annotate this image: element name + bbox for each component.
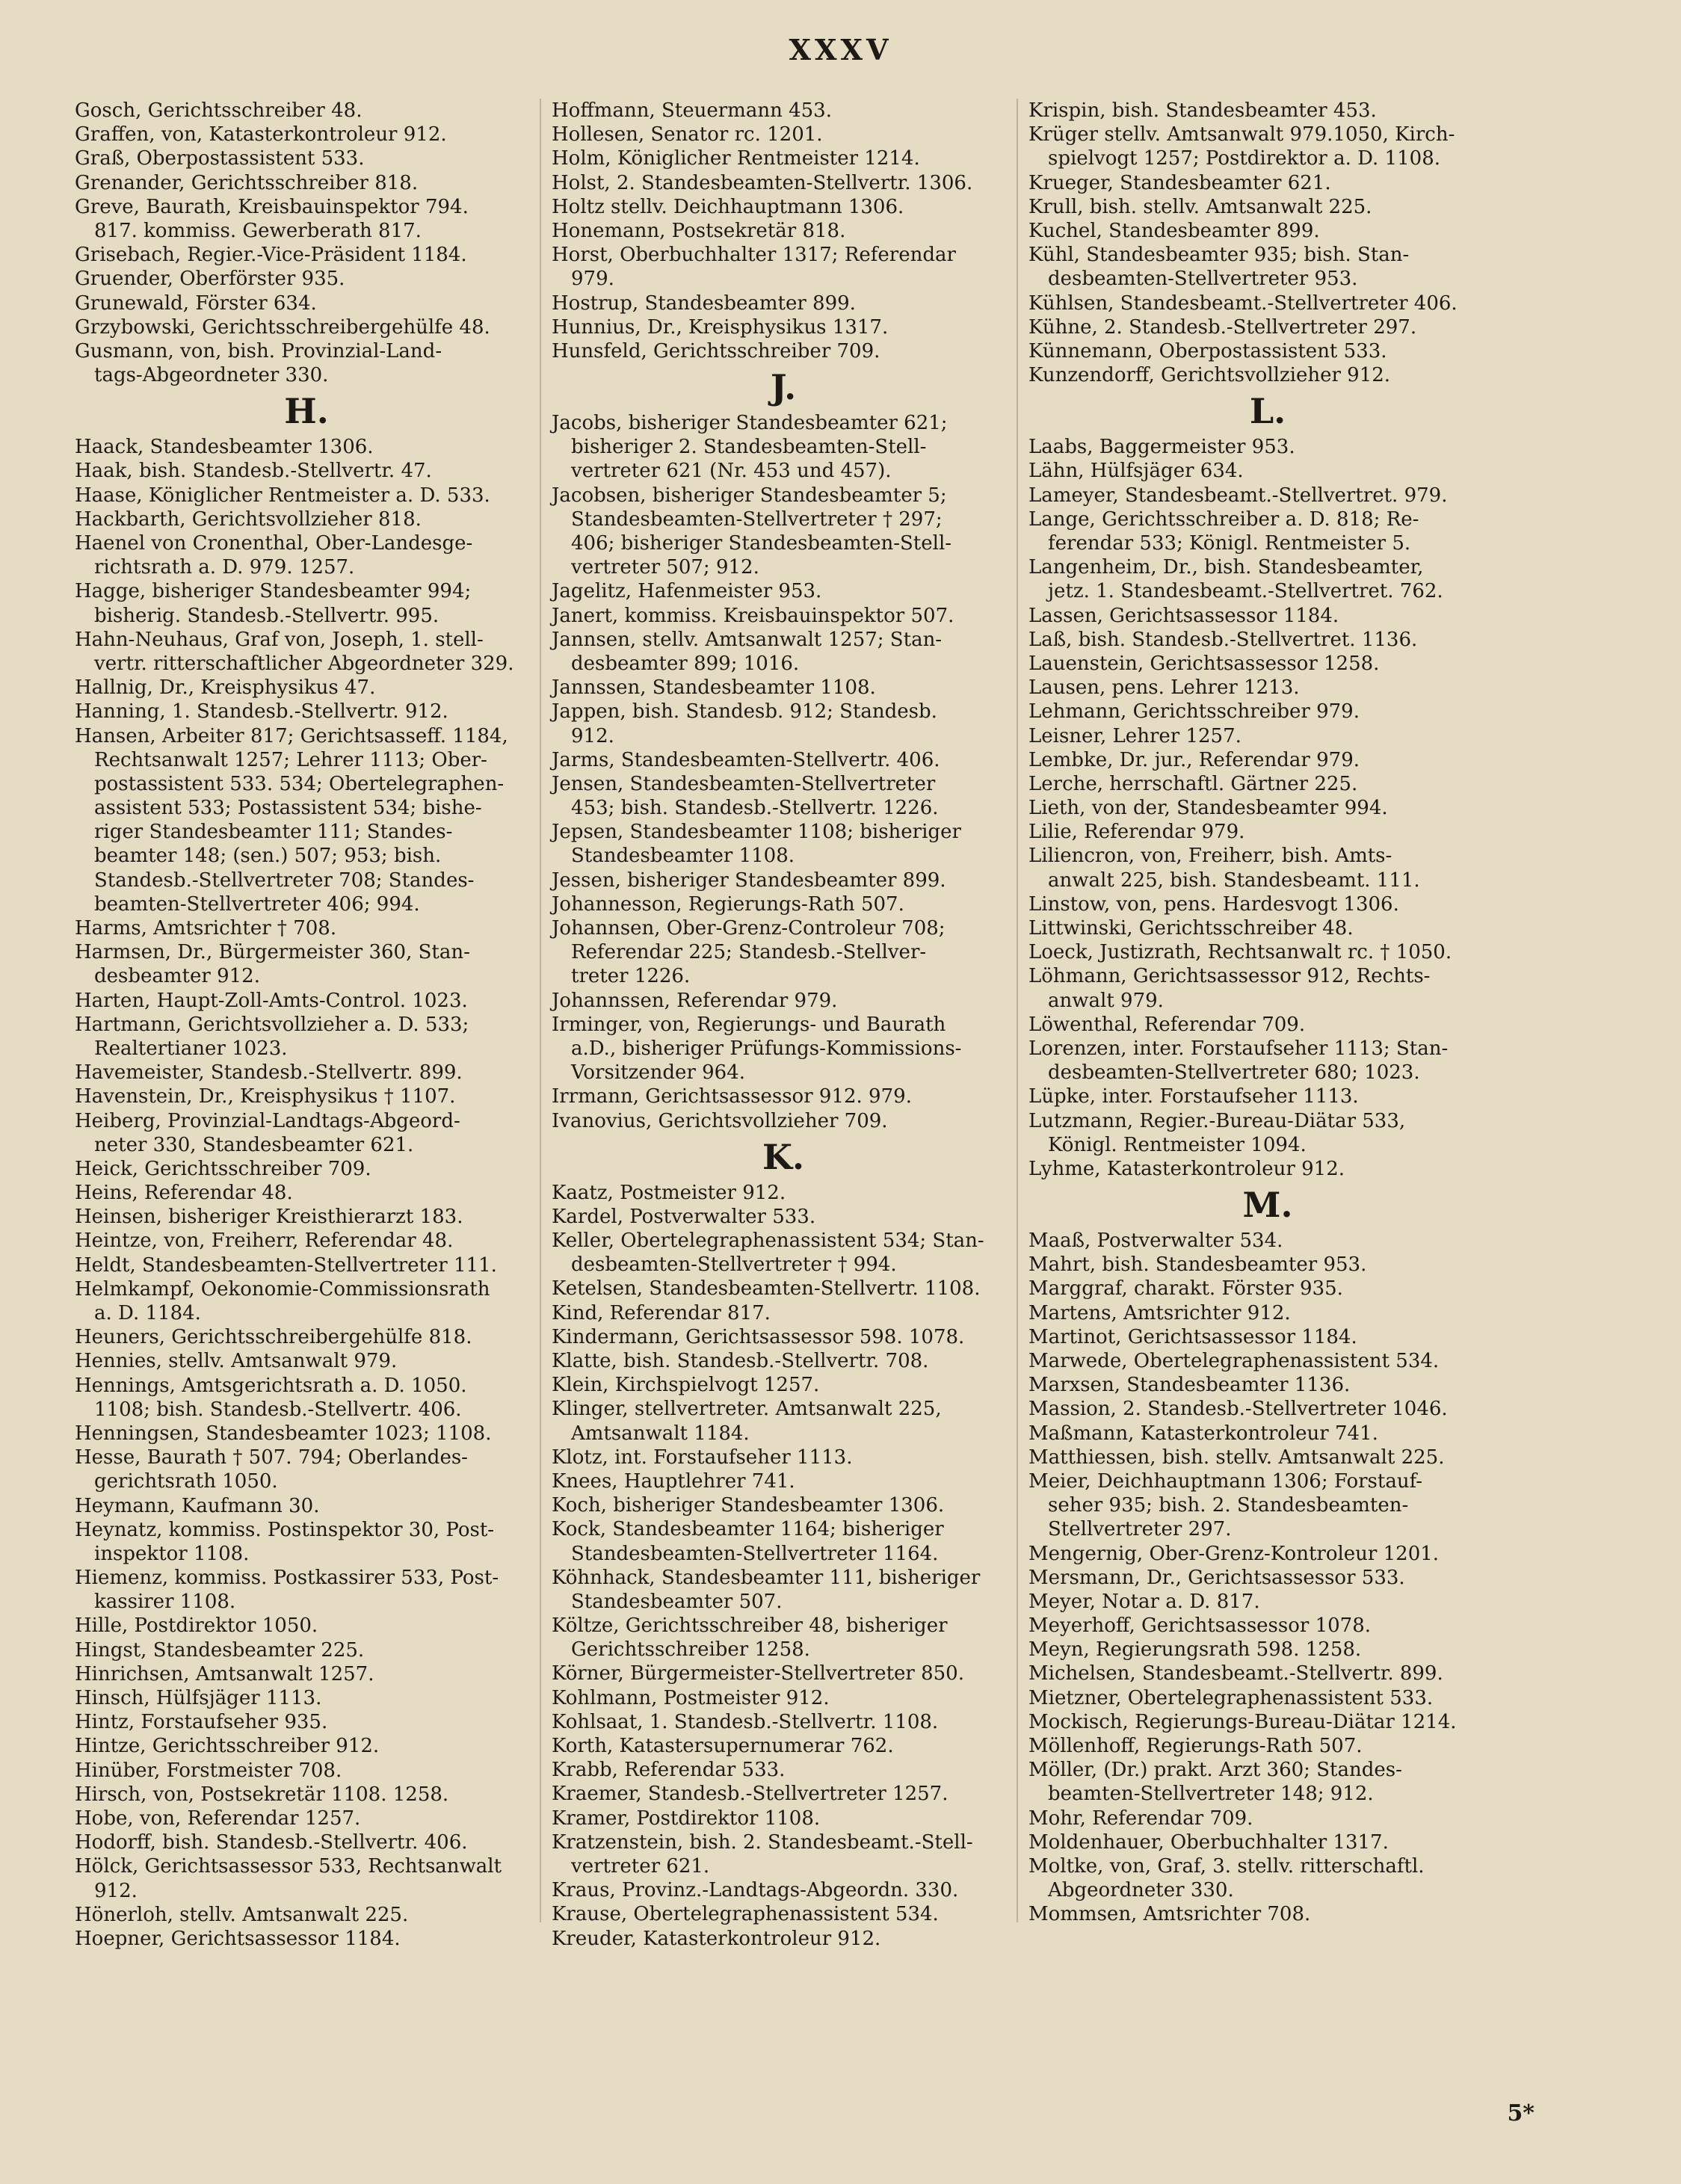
index-entry: Marggraf, charakt. Förster 935. <box>1028 1277 1343 1301</box>
index-entry: Helmkampf, Oekonomie-Commissionsrath <box>75 1277 490 1301</box>
entry-continuation: Stellvertreter 297. <box>1048 1518 1232 1541</box>
index-entry: Johannssen, Referendar 979. <box>552 989 838 1012</box>
index-entry: Kock, Standesbeamter 1164; bisheriger <box>552 1518 944 1541</box>
index-entry: Honemann, Postsekretär 818. <box>552 219 846 242</box>
index-entry: Meier, Deichhauptmann 1306; Forstauf- <box>1028 1469 1423 1493</box>
letter-heading: H. <box>284 391 329 432</box>
index-entry: Mommsen, Amtsrichter 708. <box>1028 1903 1311 1926</box>
index-entry: Heick, Gerichtsschreiber 709. <box>75 1157 371 1180</box>
index-entry: Löwenthal, Referendar 709. <box>1028 1013 1306 1036</box>
index-entry: Grzybowski, Gerichtsschreibergehülfe 48. <box>75 315 490 339</box>
index-entry: Langenheim, Dr., bish. Standesbeamter, <box>1028 556 1424 579</box>
letter-heading: K. <box>762 1136 804 1177</box>
entry-continuation: Realtertianer 1023. <box>94 1037 288 1060</box>
index-entry: Laabs, Baggermeister 953. <box>1028 436 1295 459</box>
index-entry: Kunzendorff, Gerichtsvollzieher 912. <box>1028 364 1391 387</box>
entry-continuation: jetz. 1. Standesbeamt.-Stellvertret. 762. <box>1048 580 1443 603</box>
index-entry: Hunsfeld, Gerichtsschreiber 709. <box>552 339 880 363</box>
index-entry: Liliencron, von, Freiherr, bish. Amts- <box>1028 845 1392 868</box>
index-entry: Lembke, Dr. jur., Referendar 979. <box>1028 748 1360 771</box>
index-entry: Holtz stellv. Deichhauptmann 1306. <box>552 195 904 218</box>
index-column-2 <box>552 99 1015 1951</box>
index-entry: Möller, (Dr.) prakt. Arzt 360; Standes- <box>1028 1759 1402 1782</box>
index-entry: Horst, Oberbuchhalter 1317; Referendar <box>552 244 956 267</box>
index-entry: Ketelsen, Standesbeamten-Stellvertr. 1108. <box>552 1277 981 1301</box>
entry-continuation: Standesbeamter 507. <box>571 1590 783 1613</box>
index-entry: Grisebach, Regier.-Vice-Präsident 1184. <box>75 244 467 267</box>
index-entry: Ivanovius, Gerichtsvollzieher 709. <box>552 1109 888 1132</box>
index-entry: Mahrt, bish. Standesbeamter 953. <box>1028 1253 1367 1277</box>
index-entry: Havemeister, Standesb.-Stellvertr. 899. <box>75 1061 463 1085</box>
index-entry: Kohlsaat, 1. Standesb.-Stellvertr. 1108. <box>552 1710 939 1733</box>
entry-continuation: 912. <box>571 724 614 747</box>
index-entry: Hintze, Gerichtsschreiber 912. <box>75 1735 380 1758</box>
entry-continuation: Amtsanwalt 1184. <box>571 1422 750 1445</box>
index-entry: Haak, bish. Standesb.-Stellvertr. 47. <box>75 460 432 483</box>
index-entry: Kraemer, Standesb.-Stellvertreter 1257. <box>552 1783 949 1806</box>
index-entry: Klotz, int. Forstaufseher 1113. <box>552 1446 853 1469</box>
index-entry: Maaß, Postverwalter 534. <box>1028 1230 1283 1253</box>
index-entry: Kühlsen, Standesbeamt.-Stellvertreter 406. <box>1028 291 1458 315</box>
index-entry: Leisner, Lehrer 1257. <box>1028 724 1242 747</box>
index-entry: Jappen, bish. Standesb. 912; Standesb. <box>552 700 937 724</box>
index-entry: Grenander, Gerichtsschreiber 818. <box>75 171 419 194</box>
entry-continuation: vertreter 507; 912. <box>571 556 759 579</box>
entry-continuation: 1108; bish. Standesb.-Stellvertr. 406. <box>94 1398 462 1421</box>
index-entry: Hinüber, Forstmeister 708. <box>75 1759 342 1782</box>
index-entry: Krabb, Referendar 533. <box>552 1759 786 1782</box>
index-entry: Möllenhoff, Regierungs-Rath 507. <box>1028 1735 1363 1757</box>
index-entry: Gosch, Gerichtsschreiber 48. <box>75 99 363 122</box>
index-entry: Krüger stellv. Amtsanwalt 979.1050, Kirch- <box>1028 123 1455 146</box>
index-entry: Körner, Bürgermeister-Stellvertreter 850. <box>552 1662 964 1685</box>
index-entry: Littwinski, Gerichtsschreiber 48. <box>1028 917 1354 940</box>
entry-continuation: desbeamten-Stellvertreter 680; 1023. <box>1048 1061 1420 1085</box>
index-entry: Lutzmann, Regier.-Bureau-Diätar 533, <box>1028 1109 1406 1132</box>
index-entry: Hiemenz, kommiss. Postkassirer 533, Post- <box>75 1567 499 1590</box>
index-entry: Matthiessen, bish. stellv. Amtsanwalt 225. <box>1028 1446 1445 1469</box>
column-rule <box>540 99 541 1922</box>
entry-continuation: neter 330, Standesbeamter 621. <box>94 1133 414 1156</box>
entry-continuation: ferendar 533; Königl. Rentmeister 5. <box>1048 532 1411 555</box>
index-entry: Lausen, pens. Lehrer 1213. <box>1028 676 1300 700</box>
index-entry: Harten, Haupt-Zoll-Amts-Control. 1023. <box>75 989 468 1012</box>
index-entry: Graffen, von, Katasterkontroleur 912. <box>75 123 447 146</box>
index-entry: Hackbarth, Gerichtsvollzieher 818. <box>75 508 422 531</box>
index-entry: Löhmann, Gerichtsassessor 912, Rechts- <box>1028 965 1431 988</box>
entry-continuation: Referendar 225; Standesb.-Stellver- <box>571 941 927 964</box>
entry-continuation: beamter 148; (sen.) 507; 953; bish. <box>94 845 442 868</box>
index-entry: Lange, Gerichtsschreiber a. D. 818; Re- <box>1028 508 1419 531</box>
entry-continuation: tags-Abgeordneter 330. <box>94 364 329 387</box>
index-entry: Moldenhauer, Oberbuchhalter 1317. <box>1028 1830 1389 1854</box>
index-entry: Holm, Königlicher Rentmeister 1214. <box>552 147 920 170</box>
entry-continuation: Vorsitzender 964. <box>571 1061 746 1085</box>
letter-heading: J. <box>770 367 797 408</box>
index-entry: Költze, Gerichtsschreiber 48, bisheriger <box>552 1614 948 1638</box>
index-entry: Hingst, Standesbeamter 225. <box>75 1638 365 1662</box>
entry-continuation: Königl. Rentmeister 1094. <box>1048 1133 1307 1156</box>
entry-continuation: vertreter 621 (Nr. 453 und 457). <box>571 460 892 483</box>
index-entry: Heldt, Standesbeamten-Stellvertreter 111. <box>75 1253 497 1277</box>
index-entry: Kramer, Postdirektor 1108. <box>552 1807 821 1830</box>
index-entry: Lehmann, Gerichtsschreiber 979. <box>1028 700 1360 724</box>
index-entry: Laß, bish. Standesb.-Stellvertret. 1136. <box>1028 628 1418 651</box>
index-entry: Heynatz, kommiss. Postinspektor 30, Post- <box>75 1518 495 1541</box>
index-entry: Johannesson, Regierungs-Rath 507. <box>552 892 904 916</box>
entry-continuation: anwalt 225, bish. Standesbeamt. 111. <box>1048 869 1420 892</box>
index-entry: Hunnius, Dr., Kreisphysikus 1317. <box>552 315 889 339</box>
index-entry: Gruender, Oberförster 935. <box>75 268 345 291</box>
index-entry: Hille, Postdirektor 1050. <box>75 1614 318 1638</box>
entry-continuation: postassistent 533. 534; Obertelegraphen- <box>94 772 505 795</box>
index-entry: Kaatz, Postmeister 912. <box>552 1181 786 1204</box>
index-entry: Moltke, von, Graf, 3. stellv. ritterschaftl. <box>1028 1854 1425 1878</box>
index-entry: Heintze, von, Freiherr, Referendar 48. <box>75 1230 454 1253</box>
page-number: XXXV <box>789 33 892 67</box>
index-entry: Jepsen, Standesbeamter 1108; bisheriger <box>552 821 961 844</box>
index-entry: Haenel von Cronenthal, Ober-Landesge- <box>75 532 473 555</box>
entry-continuation: Standesbeamter 1108. <box>571 845 795 868</box>
index-entry: Meyn, Regierungsrath 598. 1258. <box>1028 1638 1362 1662</box>
entry-continuation: riger Standesbeamter 111; Standes- <box>94 821 453 844</box>
index-entry: Künnemann, Oberpostassistent 533. <box>1028 339 1387 363</box>
entry-continuation: bisherig. Standesb.-Stellvertr. 995. <box>94 604 439 627</box>
index-entry: Johannsen, Ober-Grenz-Controleur 708; <box>552 917 946 940</box>
index-entry: Heuners, Gerichtsschreibergehülfe 818. <box>75 1326 472 1349</box>
index-entry: Kind, Referendar 817. <box>552 1301 771 1324</box>
index-entry: Gusmann, von, bish. Provinzial-Land- <box>75 339 442 363</box>
index-entry: Lameyer, Standesbeamt.-Stellvertret. 979. <box>1028 484 1448 507</box>
index-entry: Mietzner, Obertelegraphenassistent 533. <box>1028 1686 1434 1709</box>
index-entry: Hennies, stellv. Amtsanwalt 979. <box>75 1350 398 1373</box>
index-entry: Kardel, Postverwalter 533. <box>552 1205 816 1228</box>
entry-continuation: Gerichtsschreiber 1258. <box>571 1638 810 1662</box>
index-entry: Jannssen, Standesbeamter 1108. <box>552 676 876 700</box>
entry-continuation: 979. <box>571 268 614 291</box>
index-entry: Mockisch, Regierungs-Bureau-Diätar 1214. <box>1028 1710 1457 1733</box>
entry-continuation: gerichtsrath 1050. <box>94 1470 278 1493</box>
index-entry: Mengernig, Ober-Grenz-Kontroleur 1201. <box>1028 1542 1440 1565</box>
entry-continuation: seher 935; bish. 2. Standesbeamten- <box>1048 1494 1409 1517</box>
entry-continuation: Standesb.-Stellvertreter 708; Standes- <box>94 869 475 892</box>
index-entry: Meyerhoff, Gerichtsassessor 1078. <box>1028 1614 1372 1638</box>
index-entry: Hobe, von, Referendar 1257. <box>75 1807 361 1830</box>
index-entry: Lilie, Referendar 979. <box>1028 821 1245 844</box>
column-rule <box>1017 99 1018 1922</box>
index-entry: Lerche, herrschaftl. Gärtner 225. <box>1028 772 1358 795</box>
index-entry: Kuchel, Standesbeamter 899. <box>1028 219 1320 242</box>
index-entry: Jensen, Standesbeamten-Stellvertreter <box>552 772 936 795</box>
entry-continuation: spielvogt 1257; Postdirektor a. D. 1108. <box>1048 147 1441 170</box>
entry-continuation: desbeamten-Stellvertreter † 994. <box>571 1253 897 1277</box>
entry-continuation: a.D., bisheriger Prüfungs-Kommissions- <box>571 1037 962 1060</box>
index-entry: Kreuder, Katasterkontroleur 912. <box>552 1927 881 1950</box>
entry-continuation: Rechtsanwalt 1257; Lehrer 1113; Ober- <box>94 748 487 771</box>
index-entry: Koch, bisheriger Standesbeamter 1306. <box>552 1494 945 1517</box>
entry-continuation: inspektor 1108. <box>94 1542 250 1565</box>
index-entry: Mersmann, Dr., Gerichtsassessor 533. <box>1028 1566 1405 1589</box>
letter-heading: L. <box>1249 391 1286 432</box>
index-entry: Hahn-Neuhaus, Graf von, Joseph, 1. stell- <box>75 628 484 651</box>
entry-continuation: Abgeordneter 330. <box>1048 1879 1234 1902</box>
index-entry: Hintz, Forstaufseher 935. <box>75 1711 328 1734</box>
index-entry: Irminger, von, Regierungs- und Baurath <box>552 1013 946 1036</box>
index-entry: Henningsen, Standesbeamter 1023; 1108. <box>75 1422 492 1445</box>
index-entry: Jessen, bisheriger Standesbeamter 899. <box>552 869 946 892</box>
entry-continuation: 912. <box>94 1879 138 1902</box>
index-entry: Hesse, Baurath † 507. 794; Oberlandes- <box>75 1446 468 1469</box>
entry-continuation: vertr. ritterschaftlicher Abgeordneter 329. <box>94 652 514 675</box>
index-entry: Heins, Referendar 48. <box>75 1182 293 1205</box>
index-entry: Haack, Standesbeamter 1306. <box>75 436 374 459</box>
index-entry: Haase, Königlicher Rentmeister a. D. 533. <box>75 484 490 507</box>
index-entry: Kraus, Provinz.-Landtags-Abgeordn. 330. <box>552 1879 959 1902</box>
index-entry: Krause, Obertelegraphenassistent 534. <box>552 1903 939 1926</box>
index-entry: Mohr, Referendar 709. <box>1028 1807 1253 1830</box>
index-entry: Kühl, Standesbeamter 935; bish. Stan- <box>1028 244 1410 267</box>
entry-continuation: beamten-Stellvertreter 406; 994. <box>94 892 420 916</box>
index-entry: Hanning, 1. Standesb.-Stellvertr. 912. <box>75 700 448 724</box>
index-entry: Graß, Oberpostassistent 533. <box>75 147 365 170</box>
entry-continuation: 406; bisheriger Standesbeamten-Stell- <box>571 532 952 555</box>
index-entry: Greve, Baurath, Kreisbauinspektor 794. <box>75 195 469 218</box>
index-entry: Jagelitz, Hafenmeister 953. <box>552 580 822 603</box>
entry-continuation: desbeamter 899; 1016. <box>571 652 800 675</box>
entry-continuation: Standesbeamten-Stellvertreter 1164. <box>571 1542 939 1565</box>
index-entry: Kindermann, Gerichtsassessor 598. 1078. <box>552 1325 965 1348</box>
entry-continuation: a. D. 1184. <box>94 1302 201 1324</box>
index-entry: Hinrichsen, Amtsanwalt 1257. <box>75 1662 374 1685</box>
index-entry: Marxsen, Standesbeamter 1136. <box>1028 1374 1351 1397</box>
index-entry: Hennings, Amtsgerichtsrath a. D. 1050. <box>75 1374 467 1397</box>
index-entry: Köhnhack, Standesbeamter 111, bisheriger <box>552 1566 981 1589</box>
index-entry: Korth, Katastersupernumerar 762. <box>552 1735 894 1757</box>
entry-continuation: Standesbeamten-Stellvertreter † 297; <box>571 508 943 531</box>
index-entry: Hostrup, Standesbeamter 899. <box>552 291 856 315</box>
entry-continuation: vertreter 621. <box>571 1854 710 1878</box>
index-entry: Hallnig, Dr., Kreisphysikus 47. <box>75 676 376 700</box>
index-entry: Jannsen, stellv. Amtsanwalt 1257; Stan- <box>552 628 943 651</box>
index-entry: Hansen, Arbeiter 817; Gerichtsasseff. 1184, <box>75 724 508 747</box>
index-entry: Klatte, bish. Standesb.-Stellvertr. 708. <box>552 1350 929 1372</box>
index-entry: Jarms, Standesbeamten-Stellvertr. 406. <box>552 748 940 771</box>
index-entry: Lieth, von der, Standesbeamter 994. <box>1028 797 1388 820</box>
index-entry: Hinsch, Hülfsjäger 1113. <box>75 1687 322 1709</box>
entry-continuation: richtsrath a. D. 979. 1257. <box>94 556 355 579</box>
index-entry: Kühne, 2. Standesb.-Stellvertreter 297. <box>1028 315 1417 339</box>
index-entry: Harmsen, Dr., Bürgermeister 360, Stan- <box>75 941 470 964</box>
entry-continuation: treter 1226. <box>571 965 691 988</box>
index-entry: Lüpke, inter. Forstaufseher 1113. <box>1028 1085 1359 1108</box>
index-entry: Hartmann, Gerichtsvollzieher a. D. 533; <box>75 1013 469 1036</box>
index-entry: Krueger, Standesbeamter 621. <box>1028 171 1331 194</box>
index-entry: Harms, Amtsrichter † 708. <box>75 917 337 940</box>
index-entry: Irrmann, Gerichtsassessor 912. 979. <box>552 1085 912 1108</box>
index-entry: Michelsen, Standesbeamt.-Stellvertr. 899. <box>1028 1662 1443 1685</box>
sheet-signature: 5* <box>1507 2100 1535 2126</box>
entry-continuation: bisheriger 2. Standesbeamten-Stell- <box>571 436 927 459</box>
index-entry: Hodorff, bish. Standesb.-Stellvertr. 406. <box>75 1831 468 1854</box>
index-entry: Heiberg, Provinzial-Landtags-Abgeord- <box>75 1109 460 1132</box>
index-column-1 <box>75 99 538 1951</box>
index-entry: Grunewald, Förster 634. <box>75 291 317 315</box>
index-entry: Hagge, bisheriger Standesbeamter 994; <box>75 580 472 603</box>
index-entry: Martinot, Gerichtsassessor 1184. <box>1028 1325 1357 1348</box>
index-entry: Havenstein, Dr., Kreisphysikus † 1107. <box>75 1085 456 1108</box>
index-entry: Jacobs, bisheriger Standesbeamter 621; <box>552 412 948 435</box>
letter-heading: M. <box>1242 1185 1293 1226</box>
index-entry: Kratzenstein, bish. 2. Standesbeamt.-Stell- <box>552 1830 973 1854</box>
index-entry: Krull, bish. stellv. Amtsanwalt 225. <box>1028 195 1372 218</box>
entry-continuation: 453; bish. Standesb.-Stellvertr. 1226. <box>571 797 939 820</box>
index-entry: Krispin, bish. Standesbeamter 453. <box>1028 99 1377 122</box>
index-entry: Keller, Obertelegraphenassistent 534; Stan- <box>552 1230 984 1253</box>
entry-continuation: desbeamten-Stellvertreter 953. <box>1048 268 1358 291</box>
index-entry: Lähn, Hülfsjäger 634. <box>1028 460 1244 483</box>
entry-continuation: desbeamter 912. <box>94 965 260 988</box>
index-entry: Linstow, von, pens. Hardesvogt 1306. <box>1028 892 1399 916</box>
index-entry: Maßmann, Katasterkontroleur 741. <box>1028 1422 1378 1445</box>
index-entry: Martens, Amtsrichter 912. <box>1028 1301 1291 1324</box>
index-entry: Meyer, Notar a. D. 817. <box>1028 1590 1260 1613</box>
index-entry: Hölck, Gerichtsassessor 533, Rechtsanwalt <box>75 1855 502 1878</box>
index-entry: Jacobsen, bisheriger Standesbeamter 5; <box>552 484 947 507</box>
index-entry: Lorenzen, inter. Forstaufseher 1113; Stan- <box>1028 1037 1449 1060</box>
entry-continuation: assistent 533; Postassistent 534; bishe- <box>94 797 482 820</box>
index-entry: Hoffmann, Steuermann 453. <box>552 99 832 122</box>
entry-continuation: 817. kommiss. Gewerberath 817. <box>94 219 422 242</box>
index-entry: Lyhme, Katasterkontroleur 912. <box>1028 1157 1345 1180</box>
index-entry: Kohlmann, Postmeister 912. <box>552 1686 830 1709</box>
index-entry: Lassen, Gerichtsassessor 1184. <box>1028 604 1339 627</box>
index-entry: Hoepner, Gerichtsassessor 1184. <box>75 1927 401 1950</box>
index-entry: Marwede, Obertelegraphenassistent 534. <box>1028 1350 1440 1372</box>
entry-continuation: anwalt 979. <box>1048 989 1164 1012</box>
index-entry: Holst, 2. Standesbeamten-Stellvertr. 1306. <box>552 171 973 194</box>
index-entry: Lauenstein, Gerichtsassessor 1258. <box>1028 652 1380 675</box>
index-entry: Knees, Hauptlehrer 741. <box>552 1469 795 1493</box>
entry-continuation: kassirer 1108. <box>94 1591 236 1614</box>
index-column-3 <box>1028 99 1507 1927</box>
index-entry: Klein, Kirchspielvogt 1257. <box>552 1374 820 1397</box>
index-entry: Loeck, Justizrath, Rechtsanwalt rc. † 1050. <box>1028 941 1452 964</box>
index-entry: Hönerloh, stellv. Amtsanwalt 225. <box>75 1903 409 1926</box>
entry-continuation: beamten-Stellvertreter 148; 912. <box>1048 1783 1374 1806</box>
index-entry: Heymann, Kaufmann 30. <box>75 1494 320 1517</box>
index-entry: Massion, 2. Standesb.-Stellvertreter 1046. <box>1028 1398 1448 1421</box>
index-entry: Klinger, stellvertreter. Amtsanwalt 225, <box>552 1398 942 1421</box>
index-entry: Hirsch, von, Postsekretär 1108. 1258. <box>75 1783 449 1806</box>
index-entry: Hollesen, Senator rc. 1201. <box>552 123 823 146</box>
index-entry: Janert, kommiss. Kreisbauinspektor 507. <box>552 604 954 627</box>
index-entry: Heinsen, bisheriger Kreisthierarzt 183. <box>75 1206 463 1229</box>
